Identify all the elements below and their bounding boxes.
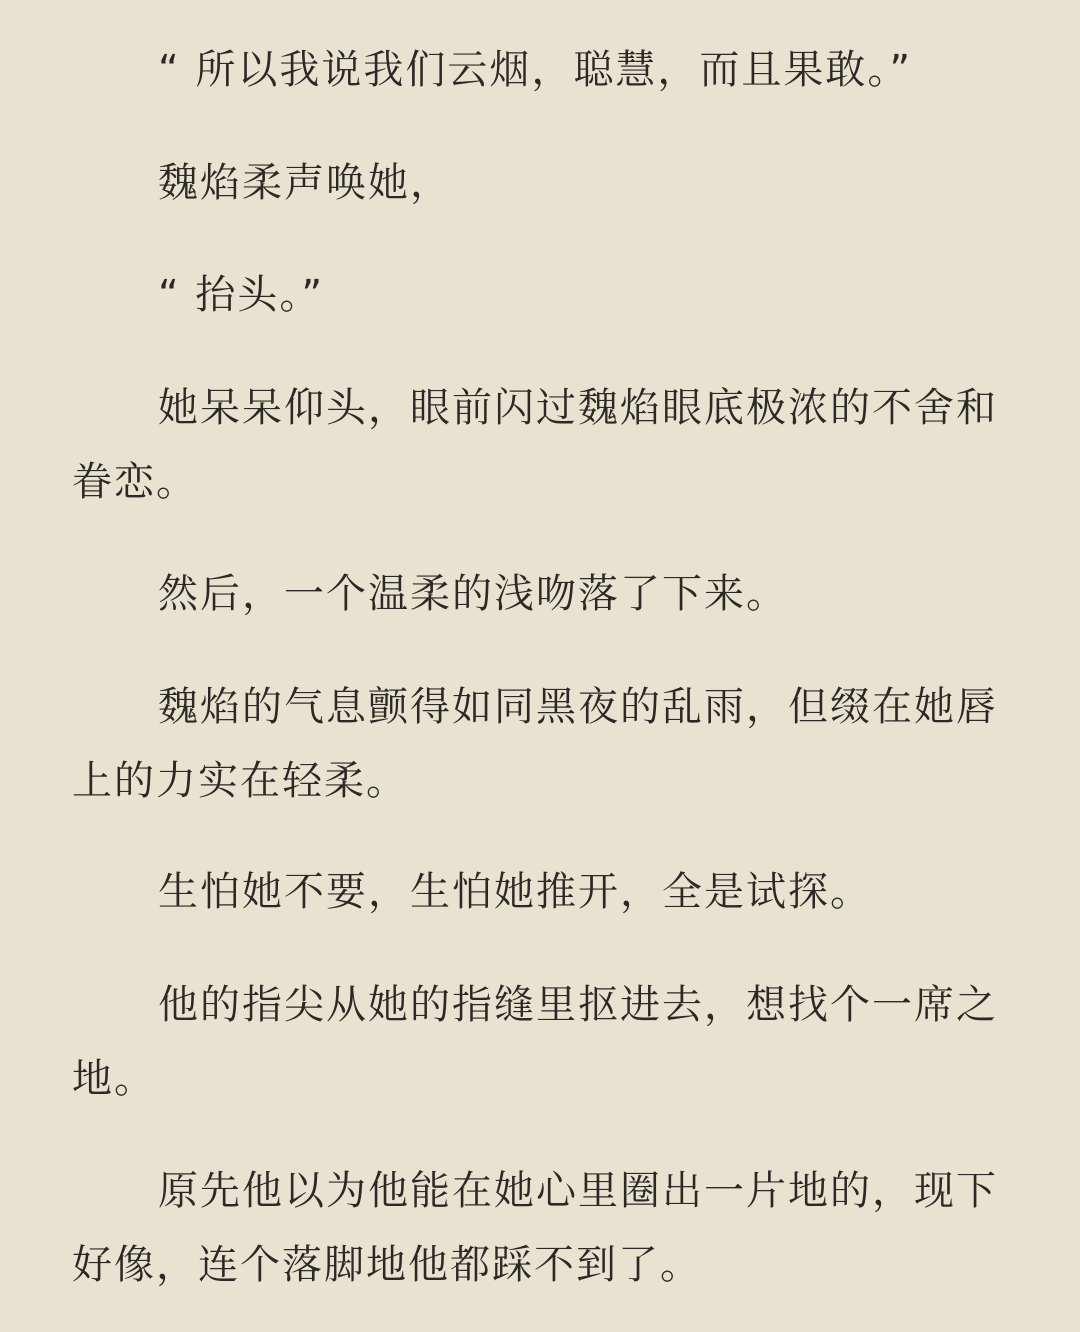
paragraph: 生怕她不要，生怕她推开，全是试探。 <box>158 869 872 915</box>
paragraph: 原先他以为他能在她心里圈出一片地的，现下好像，连个落脚地他都踩不到了。 <box>72 1168 998 1288</box>
paragraph: “ 所以我说我们云烟，聪慧，而且果敢。” <box>158 47 913 93</box>
paragraph: 她呆呆仰头，眼前闪过魏焰眼底极浓的不舍和眷恋。 <box>72 385 998 505</box>
paragraph: 他的指尖从她的指缝里抠进去，想找个一席之地。 <box>72 982 998 1102</box>
paragraph: 然后，一个温柔的浅吻落了下来。 <box>158 571 788 617</box>
paragraph: 魏焰的气息颤得如同黑夜的乱雨，但缀在她唇上的力实在轻柔。 <box>72 684 998 804</box>
paragraph: 魏焰柔声唤她， <box>158 160 452 206</box>
paragraph: “ 抬头。” <box>158 272 325 318</box>
